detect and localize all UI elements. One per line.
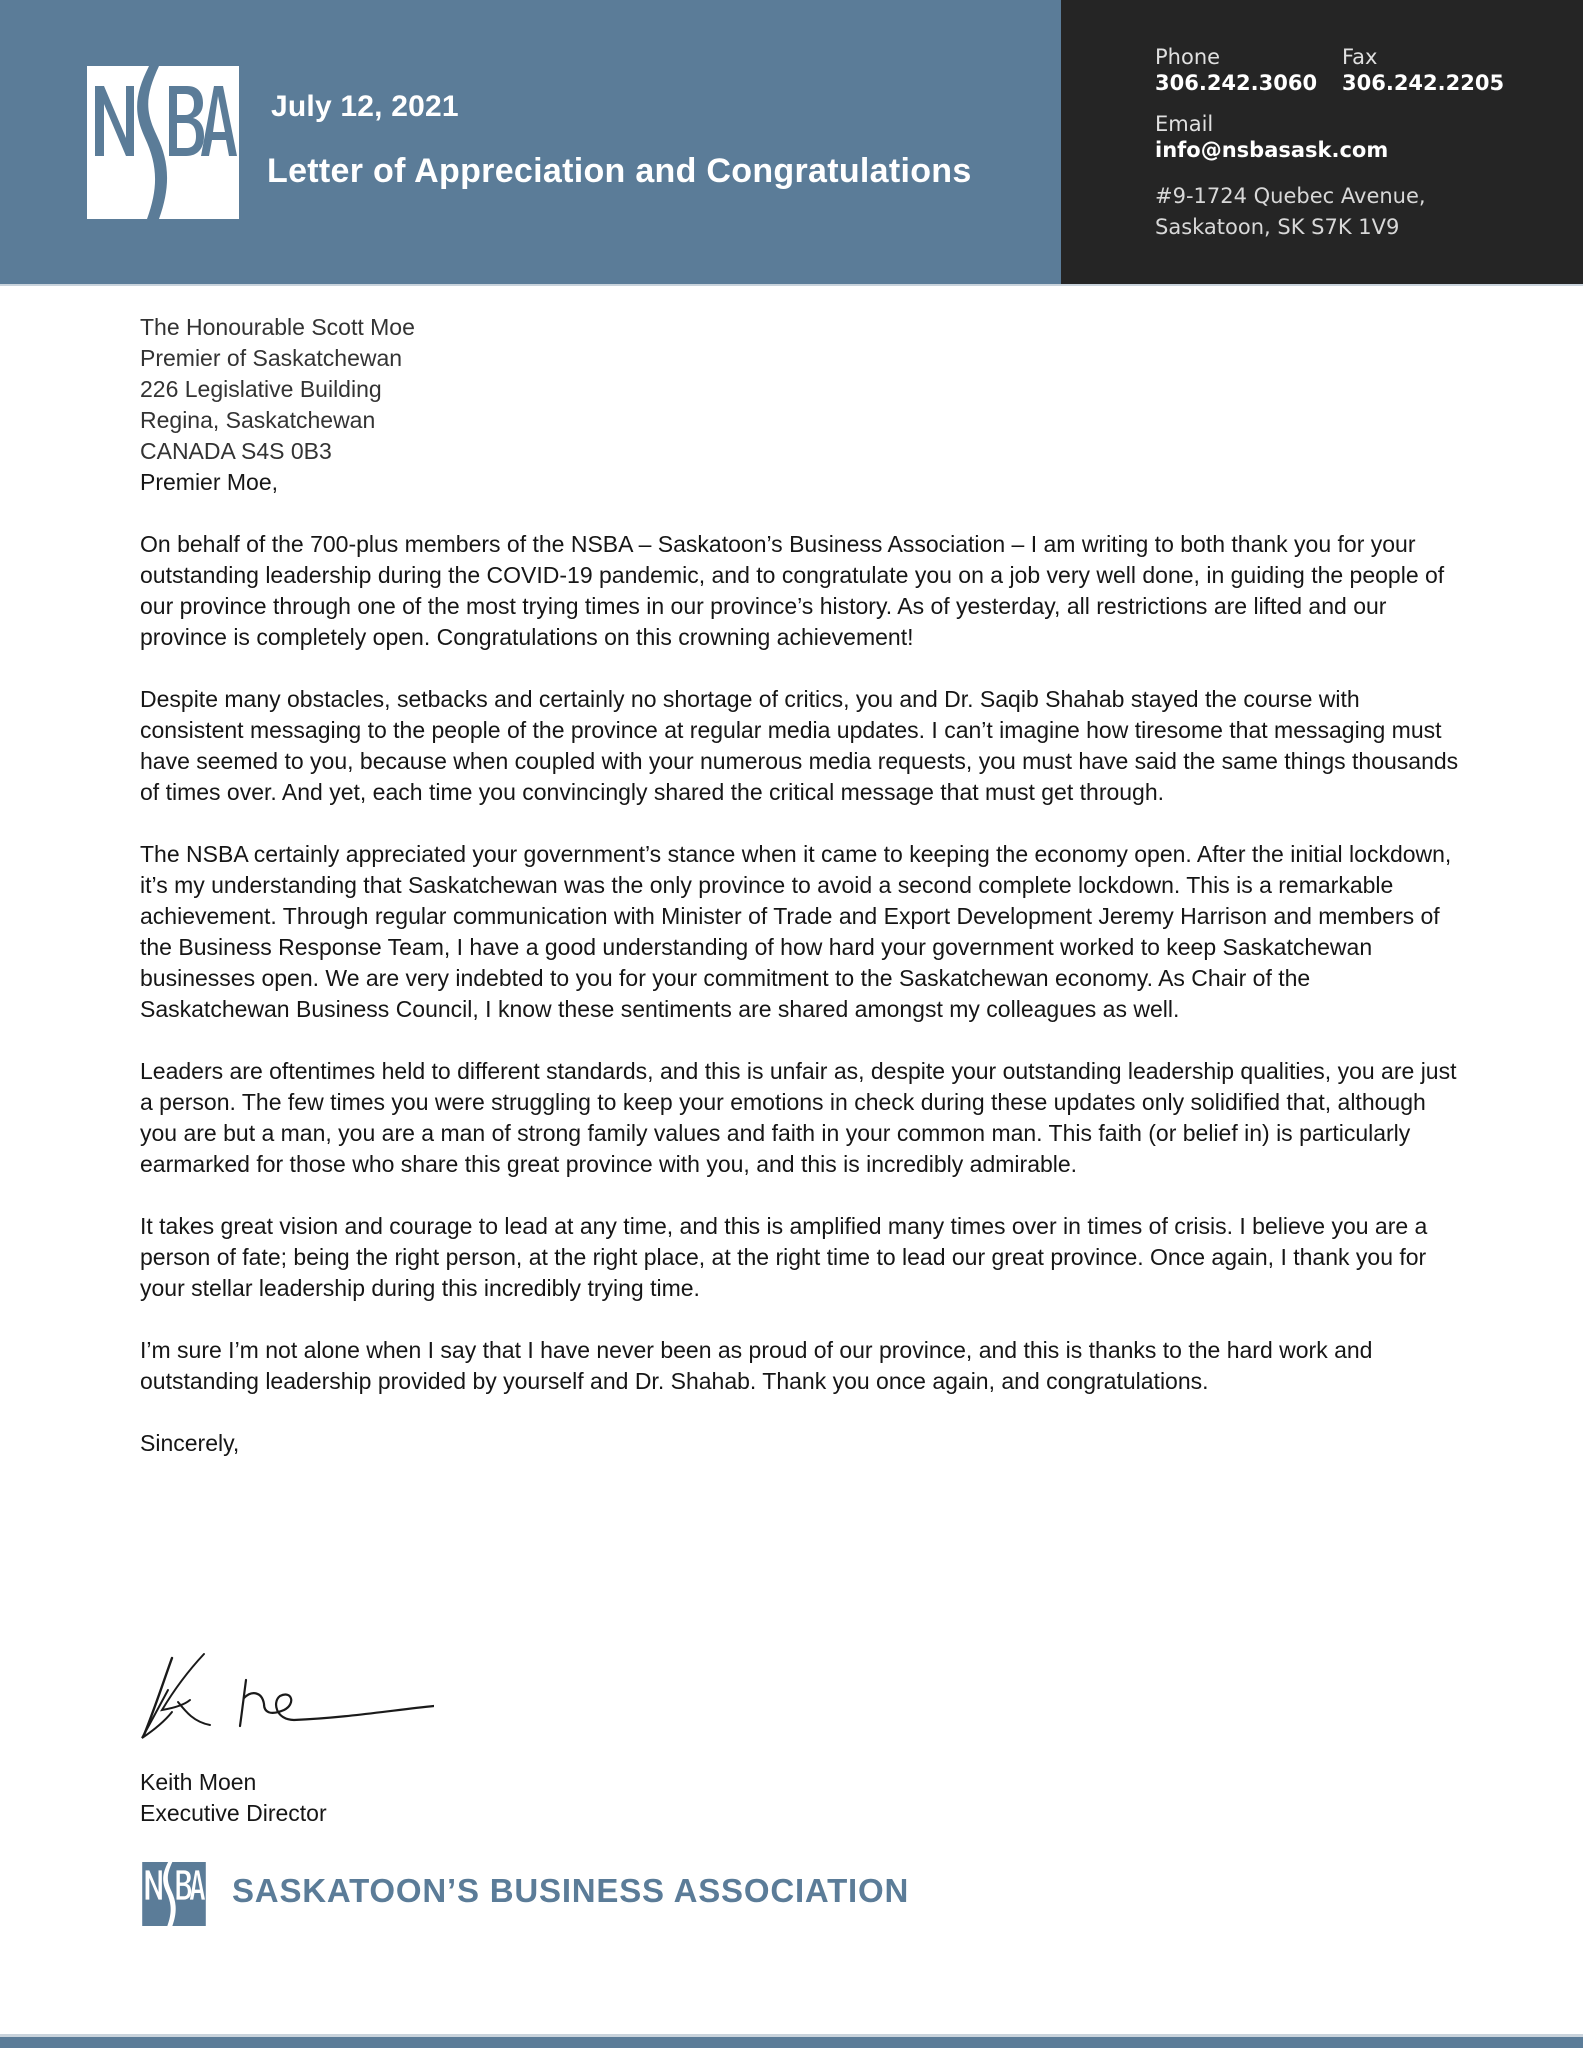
paragraph-4: Leaders are oftentimes held to different standards, and this is unfair as, despite your outstanding leadership qualities, you are just a person. The few times you were struggling to keep your emotions in check during these updates only solidified that, although you are but a man, you are a man of strong family values and faith in your common man. This faith (or belief in) is particularly earmarked for those who share this great province with you, and this is incredibly admirable. <box>140 1058 1457 1177</box>
phone-label: Phone <box>1155 45 1221 69</box>
email-link[interactable]: info@nsbasask.com <box>1155 138 1389 162</box>
fax-block <box>1342 45 1504 95</box>
recipient-line-2: Premier of Saskatchewan <box>140 345 403 371</box>
email-label: Email <box>1155 112 1214 136</box>
signer-name: Keith Moen <box>140 1769 257 1795</box>
address-line-2: Saskatoon, SK S7K 1V9 <box>1155 215 1400 239</box>
paragraph-2: Despite many obstacles, setbacks and certainly no shortage of critics, you and Dr. Saqib Shahab stayed the course with consistent messaging to the people of the province at regular media updates. I can’t imagine how tiresome that messaging must have seemed to you, because when coupled with your numerous media requests, you must have said the same things thousands of times over. And yet, each time you convincingly shared the critical message that must get through. <box>140 686 1459 805</box>
letter-title: Letter of Appreciation and Congratulations <box>267 152 972 190</box>
letter-body <box>140 312 1460 1490</box>
signer-block <box>140 1767 327 1829</box>
header-divider <box>0 284 1583 286</box>
paragraph-6: I’m sure I’m not alone when I say that I have never been as proud of our province, and this is thanks to the hard work and outstanding leadership provided by yourself and Dr. Shahab. Thank you once again, and congratulations. <box>140 1337 1373 1394</box>
letterhead-header <box>0 0 1583 285</box>
footer-tagline: SASKATOON’S BUSINESS ASSOCIATION <box>232 1872 910 1909</box>
footer-bar <box>0 2037 1583 2048</box>
nsba-logo-icon <box>87 66 239 219</box>
paragraph-3: The NSBA certainly appreciated your government’s stance when it came to keeping the economy open. After the initial lockdown, it’s my understanding that Saskatchewan was the only province to avoid a second complete lockdown. This is a remarkable achievement. Through regular communication with Minister of Trade and Export Development Jeremy Harrison and members of the Business Response Team, I have a good understanding of how hard your government worked to keep Saskatchewan businesses open. We are very indebted to you for your commitment to the Saskatchewan economy. As Chair of the Saskatchewan Business Council, I know these sentiments are shared amongst my colleagues as well. <box>140 841 1452 1022</box>
phone-block <box>1155 45 1317 95</box>
handwritten-signature-icon <box>134 1650 434 1750</box>
salutation: Premier Moe, <box>140 469 279 495</box>
signer-title: Executive Director <box>140 1800 327 1826</box>
fax-number: 306.242.2205 <box>1342 71 1505 95</box>
recipient-line-5: CANADA S4S 0B3 <box>140 438 332 464</box>
mailing-address <box>1155 181 1426 243</box>
phone-number: 306.242.3060 <box>1155 71 1318 95</box>
nsba-footer-logo-icon <box>142 1862 206 1926</box>
letter-date: July 12, 2021 <box>271 90 459 123</box>
recipient-line-1: The Honourable Scott Moe <box>140 314 415 340</box>
paragraph-5: It takes great vision and courage to lead at any time, and this is amplified many times over in times of crisis. I believe you are a person of fate; being the right person, at the right place, at the right time to lead our great province. Once again, I thank you for your stellar leadership during this incredibly trying time. <box>140 1213 1428 1301</box>
recipient-line-3: 226 Legislative Building <box>140 376 382 402</box>
recipient-address <box>140 312 1460 467</box>
recipient-line-4: Regina, Saskatchewan <box>140 407 376 433</box>
address-line-1: #9-1724 Quebec Avenue, <box>1155 184 1426 208</box>
closing: Sincerely, <box>140 1430 240 1456</box>
paragraph-1: On behalf of the 700-plus members of the NSBA – Saskatoon’s Business Association – I am writing to both thank you for your outstanding leadership during the COVID-19 pandemic, and to congratulate you on a job very well done, in guiding the people of our province through one of the most trying times in our province’s history. As of yesterday, all restrictions are lifted and our province is completely open. Congratulations on this crowning achievement! <box>140 531 1445 650</box>
fax-label: Fax <box>1342 45 1378 69</box>
email-block <box>1155 112 1388 162</box>
